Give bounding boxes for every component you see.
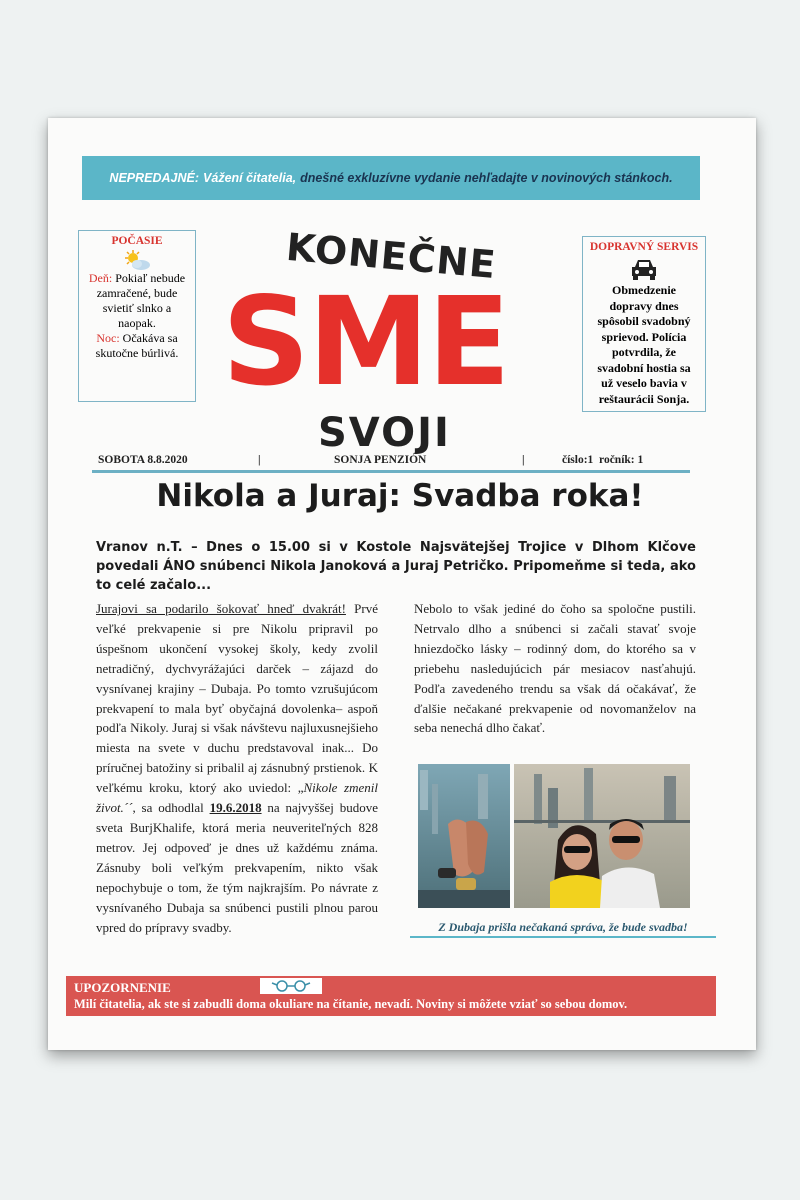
- dateline: [92, 454, 690, 470]
- headline: Nikola a Juraj: Svadba roka!: [156, 478, 644, 514]
- issue-number: číslo:1 ročník: 1: [562, 454, 644, 466]
- column1-text: Prvé veľké prekvapenie si pre Nikolu pripravil po úspešnom ukončení vysokej školy, kedy zvolil netradičný, dychvyrážajúci darček – zájazd do vysnívanej krajiny – Dubaja. Po tomto vzrušujúcom prekvapení to mala byť obyčajná dovolenka– aspoň podľa Nikoly. Juraj si však návštevu najluxusnejšieho miesta na svete v duchu predstavoval inak... Do príručnej batožiny si pribalil aj zásnubný prstienok. K veľkému kroku, ktorý ako uviedol: „: [96, 601, 378, 796]
- sun-cloud-icon: [122, 249, 152, 271]
- caption-rule: [410, 936, 716, 938]
- weather-title: POČASIE: [111, 235, 163, 247]
- dateline-rule: [92, 470, 690, 473]
- masthead-line3: SVOJI: [318, 410, 451, 456]
- separator: |: [258, 454, 261, 466]
- lead-paragraph: Vranov n.T. – Dnes o 15.00 si v Kostole Najsvätejšej Trojice v Dlhom Klčove povedali ÁNO snúbenci Nikola Janoková a Juraj Petričko. Pripomeňme si teda, ako to celé začalo...: [96, 540, 696, 593]
- unsold-notice-banner: [82, 156, 700, 200]
- article-column-2: Nebolo to však jediné do čoho sa spoločne pustili. Netrvalo dlho a snúbenci si začali stavať svoje hniezdočko lásky – rodinný dom, do ktorého sa v priebehu nasledujúcich pár mesiacov nasťahujú. Podľa zavedeného trendu sa však dá očakávať, že ďalšie nečakané prekvapenie od novomanželov na seba nenechá dlho čakať.: [414, 601, 696, 736]
- engagement-hands-photo: [418, 764, 510, 908]
- weather-text: [79, 271, 195, 361]
- column1-underlined-intro: Jurajovi sa podarilo šokovať hneď dvakrát!: [96, 601, 346, 616]
- weather-box: [78, 230, 196, 402]
- weather-day-text: Pokiaľ nebude zamračené, bude svietiť slnko a naopak.: [96, 271, 186, 330]
- weather-day-label: Deň:: [88, 271, 113, 285]
- notice-label: NEPREDAJNÉ:: [109, 171, 200, 185]
- photo-caption: Z Dubaja prišla nečakaná správa, že bude svadba!: [438, 920, 688, 934]
- traffic-text: Obmedzenie dopravy dnes spôsobil svadobný sprievod. Polícia potvrdila, že svadobní hostia sa už veselo bavia v reštaurácii Sonja.: [597, 283, 691, 406]
- separator: |: [522, 454, 525, 466]
- traffic-box: [582, 236, 706, 412]
- traffic-title: DOPRAVNÝ SERVIS: [589, 241, 699, 253]
- publisher: SONJA PENZIÓN: [334, 454, 427, 466]
- warning-title: UPOZORNENIE: [74, 980, 171, 995]
- notice-highlight: Vážení čitatelia,: [203, 171, 297, 185]
- column1-text: , sa odhodlal: [132, 800, 210, 816]
- masthead-line2: SME: [222, 271, 509, 413]
- article-column-1: [96, 599, 378, 937]
- column1-text: na najvyššej budove sveta BurjKhalife, ktorá meria neuveriteľných 828 metrov. Jej odpoveď je dnes už každému známa. Zásnuby boli veľkým prekvapením, nikto však nepochybuje o tom, že tým najkrajším. Po návrate z vysnívaného Dubaja sa snúbenci pustili plnou parou vpred do prípravy svadby.: [96, 800, 379, 935]
- column1-quote: Nikole zmenil život.´´: [96, 780, 378, 816]
- couple-selfie-photo: [514, 764, 690, 908]
- masthead-line1: KONEČNE: [284, 224, 498, 288]
- weather-night-text: Očakáva sa skutočne búrlivá.: [95, 331, 179, 360]
- warning-text: Milí čitatelia, ak ste si zabudli doma okuliare na čítanie, nevadí. Noviny si môžete vziať so sebou domov.: [74, 997, 628, 1011]
- notice-text: dnešné exkluzívne vydanie nehľadajte v novinových stánkoch.: [300, 171, 673, 185]
- car-icon: [629, 257, 659, 281]
- issue-date: SOBOTA 8.8.2020: [98, 454, 188, 466]
- glasses-icon: [260, 978, 322, 994]
- engagement-date: 19.6.2018: [209, 800, 262, 816]
- weather-night-label: Noc:: [96, 331, 120, 345]
- warning-banner: [66, 976, 716, 1016]
